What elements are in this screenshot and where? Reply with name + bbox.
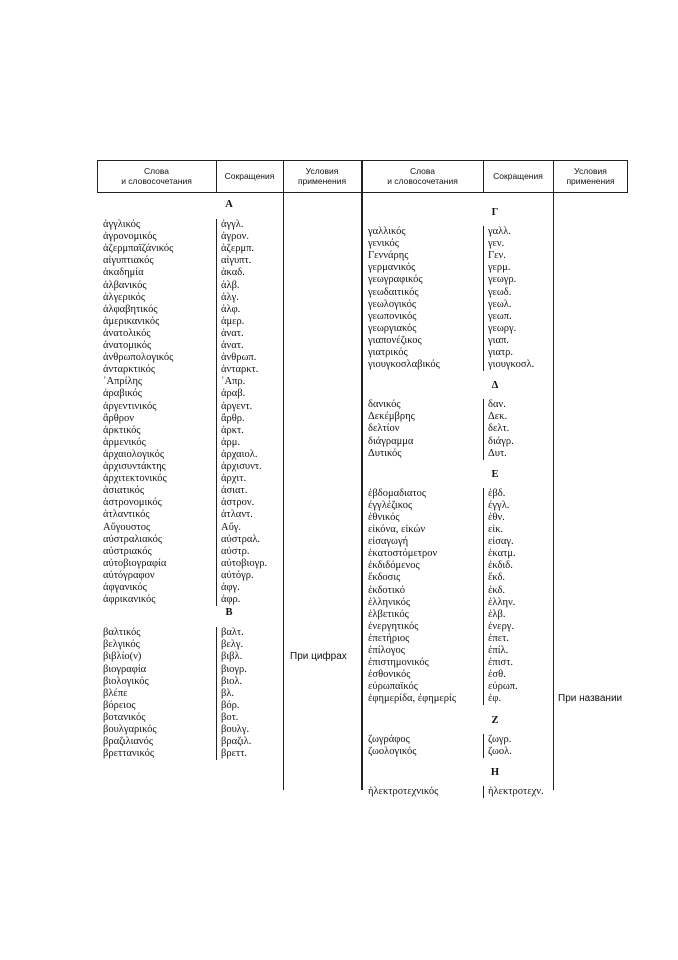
table-row [97,676,361,688]
table-row [97,231,361,243]
table-row [97,558,361,570]
abbr-cell: ἀτλαντ. [221,509,253,521]
table-row [362,399,628,411]
word-cell: γεωλογικός [368,298,417,310]
table-row [97,664,361,676]
table-row [97,267,361,279]
table-row [362,621,628,633]
table-row [97,639,361,651]
abbr-cell: αὐστρ. [221,545,250,557]
header-words-line2: и словосочетания [121,176,192,186]
abbr-cell: ἀρχισυντ. [221,461,262,472]
table-row [362,226,628,238]
word-cell: ἐσθονικός [368,669,411,681]
header-abbr-label: Сокращения [224,171,275,181]
word-cell: ἐφημερίδα, ἐφημερίς [368,693,456,705]
abbr-cell: ἀνατ. [221,327,244,339]
abbr-cell: δαν. [488,399,506,411]
word-cell: ἐκδοτικό [368,584,406,596]
section-letter: Ε [491,468,499,480]
table-row [97,509,361,521]
word-cell: ἀστρονομικός [103,497,162,509]
table-row [362,274,628,286]
table-row [97,712,361,724]
word-cell: εἰσαγωγή [368,536,409,548]
word-cell: δανικός [368,399,401,411]
abbr-cell: ἀσιατ. [221,485,248,497]
section-letter: Β [225,607,233,619]
table-row [97,582,361,594]
table-row [97,594,361,606]
word-cell: γαλλικός [368,226,406,237]
column-rule [483,734,484,758]
word-cell: ἄρθρον [103,412,135,424]
word-cell: ἑκατοστόμετρον [368,548,438,560]
abbr-cell: ἐπιστ. [488,657,514,669]
abbreviations-table [97,160,628,797]
abbr-cell: ἀνατ. [221,340,244,351]
table-row [97,546,361,558]
abbr-cell: ἐγγλ. [488,499,510,511]
abbr-cell: ἀστρον. [221,497,255,509]
abbr-cell: βρεττ. [221,748,248,760]
table-row [97,736,361,748]
word-cell: βιογραφία [103,663,147,675]
condition-cell: При названии [558,693,623,705]
table-row [362,512,628,524]
word-cell: ἀρκτικός [103,424,141,436]
abbr-cell: βιολ. [221,675,243,687]
abbr-cell: ἔκδ. [488,572,506,584]
abbr-cell: ἀλφ. [221,303,241,315]
word-cell: βιολογικός [103,675,149,687]
word-cell: ἀλγερικός [103,291,145,303]
table-row [97,316,361,328]
table-row [97,376,361,388]
word-cell: δελτίον [368,423,400,435]
word-cell: ἔκδοσις [368,572,401,584]
table-row [97,243,361,255]
table-row [97,292,361,304]
table-row [362,448,628,460]
table-row [97,304,361,316]
word-cell: ἀρχιτεκτονικός [103,473,167,485]
header-words-line1: Слова [143,166,170,176]
word-cell: ἀργεντινικός [103,400,157,412]
abbr-cell: γεωδ. [488,286,512,298]
table-row [362,645,628,657]
abbr-cell: ἐθν. [488,511,505,523]
header-words-line2: и словосочетания [387,176,458,186]
word-cell: γιαπονέζικος [368,334,422,346]
word-cell: ᾿Απρίλης [103,376,143,388]
table-row [362,560,628,572]
abbr-cell: αὐτοβιογρ. [221,557,268,569]
abbr-cell: δελτ. [488,423,510,435]
word-cell: αὐστραλιακός [103,533,163,545]
word-cell: ἀρχισυντάκτης [103,461,166,472]
abbr-cell: ἑλλην. [488,596,516,608]
table-row [362,524,628,536]
table-row [362,734,628,746]
word-cell: ἑβδομαδιατος [368,487,426,499]
abbr-cell: ἐκδιδ. [488,560,513,572]
abbr-cell: ἐλβ. [488,608,506,620]
table-row [362,746,628,758]
abbr-cell: ἑκατμ. [488,548,516,560]
table-row [97,437,361,449]
word-cell: ἐπίλογος [368,645,405,656]
abbr-cell: Αὔγ. [221,521,242,533]
word-cell: ἀρχαιολογικός [103,448,165,460]
abbr-cell: ἀνθρωπ. [221,352,257,364]
section-letter: Γ [491,207,499,218]
word-cell: ἐλβετικός [368,608,409,620]
section-letter: Δ [491,380,499,392]
abbr-cell: ἀρχιτ. [221,473,247,485]
abbr-cell: γερμ. [488,262,511,274]
table-row [97,425,361,437]
abbr-cell: ἀραβ. [221,388,246,400]
abbr-cell: ἠλεκτροτεχν. [488,785,544,797]
table-row [97,724,361,736]
table-row [97,497,361,509]
abbr-cell: βελγ. [221,639,244,651]
table-row [362,436,628,448]
table-row [97,700,361,712]
abbr-cell: βιογρ. [221,663,247,675]
word-cell: Γεννάρης [368,250,409,262]
table-row [97,388,361,400]
abbr-cell: ἀνταρκτ. [221,364,259,376]
abbr-cell: ἀγγλ. [221,219,244,230]
header-words [362,160,483,192]
word-cell: ἀλφαβητικός [103,303,158,315]
word-cell: ἀκαδημία [103,267,144,279]
table-row [97,627,361,639]
table-row [97,219,361,231]
column-rule [483,399,484,460]
word-cell: ἐνεργητικός [368,620,419,632]
word-cell: ἀφγανικός [103,582,147,593]
word-cell: γεωπονικός [368,310,417,322]
word-cell: ἐγγλέζικος [368,499,413,511]
abbr-cell: γεν. [488,238,505,250]
abbr-cell: ἐκδ. [488,584,506,596]
table-row [362,347,628,359]
abbr-cell: γαλλ. [488,226,511,237]
word-cell: ἑλληνικός [368,596,411,608]
word-cell: βραζιλιανός [103,736,154,748]
abbr-cell: βραζιλ. [221,736,252,748]
table-row [97,688,361,700]
section-letter: Α [225,199,233,210]
header-conditions [553,160,628,192]
table-row [362,572,628,584]
table-row [97,255,361,267]
word-cell: αὐτοβιογραφία [103,557,167,569]
table-row [97,280,361,292]
word-cell: ἀζερμπαϊζάνικός [103,243,174,255]
table-row [362,299,628,311]
word-cell: βαλτικός [103,627,141,639]
table-row [362,548,628,560]
word-cell: ἀμερικανικός [103,315,160,327]
table-row [97,534,361,546]
header-cond-line2: применения [297,176,347,186]
word-cell: αὐτόγραφον [103,569,155,581]
abbr-cell: ἐνεργ. [488,620,515,632]
table-row [362,681,628,693]
word-cell: Δυτικός [368,447,402,459]
table-row [97,570,361,582]
table-row [362,633,628,645]
table-row [362,786,628,798]
word-cell: ἀραβικός [103,388,142,400]
header-conditions [283,160,361,192]
abbr-cell: ἀφγ. [221,582,240,593]
word-cell: ἐκδιδόμενος [368,560,420,572]
table-row [97,748,361,760]
table-row [362,262,628,274]
word-cell: ἀνταρκτικός [103,364,156,376]
abbr-cell: βουλγ. [221,724,250,735]
word-cell: ἀνατομικός [103,340,152,351]
word-cell: διάγραμμα [368,435,414,447]
abbr-cell: βλ. [221,687,235,699]
section-letter: Ζ [491,714,499,726]
word-cell: γιουγκοσλαβικός [368,359,440,371]
abbr-cell: γεωπ. [488,310,512,322]
word-cell: Δεκέμβρης [368,411,415,423]
abbr-cell: ἄρθρ. [221,412,245,424]
table-row [97,352,361,364]
table-row [97,651,361,663]
abbr-cell: ἀργεντ. [221,400,253,412]
word-cell: ἀλβανικός [103,279,147,291]
abbr-cell: αὐτόγρ. [221,569,254,581]
abbr-cell: ἀλβ. [221,279,240,291]
abbr-cell: γεωγρ. [488,274,517,286]
condition-cell: При цифрах [290,651,347,663]
abbr-cell: διάγρ. [488,435,514,447]
table-row [362,585,628,597]
abbr-cell: ἐπετ. [488,632,509,644]
table-row [97,401,361,413]
abbr-cell: γεωργ. [488,322,517,334]
section-letter: Η [490,766,500,778]
word-cell: ἀγρονομικός [103,231,157,243]
abbr-cell: Δυτ. [488,447,507,459]
word-cell: ἀφρικανικός [103,594,156,606]
abbr-cell: εὐρωπ. [488,681,518,693]
abbr-cell: ἐφ. [488,693,502,705]
table-row [362,250,628,262]
word-cell: ζωολογικός [368,745,417,757]
word-cell: ἠλεκτροτεχνικός [368,785,439,797]
table-row [362,287,628,299]
word-cell: ἀνθρωπολογικός [103,352,174,364]
table-row [362,238,628,250]
header-abbr [216,160,283,192]
abbr-cell: ἀφρ. [221,594,241,606]
abbr-cell: εἰκ. [488,524,504,535]
word-cell: γεωγραφικός [368,274,423,286]
word-cell: ἀγγλικός [103,219,141,230]
word-cell: εὐρωπαϊκός [368,681,418,693]
header-cond-line1: Условия [574,166,607,176]
word-cell: γεωργιακός [368,322,417,334]
table-row [362,536,628,548]
table-row [97,340,361,352]
word-cell: βουλγαρικός [103,724,157,735]
header-words-line1: Слова [409,166,436,176]
word-cell: γερμανικός [368,262,416,274]
abbr-cell: αἰγυπτ. [221,255,252,267]
word-cell: γενικός [368,238,399,250]
table-row [97,485,361,497]
table-row [97,328,361,340]
table-row [97,449,361,461]
table-row [362,411,628,423]
table-row [362,693,628,705]
table-row [362,597,628,609]
abbr-cell: ἀρχαιολ. [221,448,258,460]
header-cond-line1: Условия [305,166,339,176]
abbr-cell: ἀμερ. [221,315,245,327]
word-cell: ἐθνικός [368,511,400,523]
abbr-cell: γιουγκοσλ. [488,359,535,371]
column-rule [483,226,484,371]
table-row [362,657,628,669]
table-row [362,488,628,500]
column-rule [216,627,217,760]
word-cell: βρεττανικός [103,748,154,760]
word-cell: βιβλίο(ν) [103,651,142,663]
table-row [97,473,361,485]
abbr-cell: ᾿Απρ. [221,376,246,388]
word-cell: ἐπιστημονικός [368,657,429,669]
header-cond-line2: применения [566,176,615,186]
abbr-cell: ἐσθ. [488,669,506,681]
abbr-cell: γιατρ. [488,347,514,358]
header-words [97,160,216,192]
word-cell: ἀνατολικός [103,327,151,339]
table-row [362,323,628,335]
abbr-cell: βιβλ. [221,651,243,663]
column-rule [483,786,484,798]
abbr-cell: βαλτ. [221,627,244,639]
abbr-cell: βόρ. [221,699,240,711]
table-row [362,359,628,371]
abbr-cell: βοτ. [221,711,239,723]
abbr-cell: ἀλγ. [221,291,239,303]
abbr-cell: γιαπ. [488,334,509,346]
abbr-cell: ζωολ. [488,745,512,757]
abbr-cell: ἀρκτ. [221,424,244,436]
column-rule [483,488,484,706]
word-cell: βοτανικός [103,711,146,723]
table-row [362,335,628,347]
word-cell: Αὔγουστος [103,521,151,533]
abbr-cell: ἑβδ. [488,487,506,499]
word-cell: αἰγυπτιακός [103,255,154,267]
table-row [97,522,361,534]
table-row [97,461,361,473]
word-cell: ζωγράφος [368,733,410,745]
abbr-cell: εἰσαγ. [488,536,514,548]
abbr-cell: ἀζερμπ. [221,243,255,255]
word-cell: αὐστριακός [103,545,152,557]
word-cell: γιατρικός [368,347,408,358]
word-cell: βελγικός [103,639,140,651]
abbr-cell: γεωλ. [488,298,512,310]
abbr-cell: ζωγρ. [488,733,512,745]
word-cell: γεωδαιτικός [368,286,419,298]
table-row [362,669,628,681]
word-cell: ἀτλαντικός [103,509,150,521]
word-cell: ἀσιατικός [103,485,145,497]
abbr-cell: ἀγρον. [221,231,250,243]
table-row [97,364,361,376]
header-abbr [483,160,553,192]
header-abbr-label: Сокращения [493,171,543,181]
table-row [362,609,628,621]
word-cell: εἰκόνα, εἰκών [368,524,426,535]
abbr-cell: Δεκ. [488,411,508,423]
abbr-cell: αὐστραλ. [221,533,261,545]
table-row [362,311,628,323]
table-row [362,500,628,512]
table-row [362,423,628,435]
word-cell: ἀρμενικός [103,436,146,448]
word-cell: ἐπετήριος [368,632,410,644]
column-rule [216,219,217,606]
abbr-cell: Γεν. [488,250,506,262]
word-cell: βόρειος [103,699,136,711]
word-cell: βλέπε [103,687,128,699]
abbr-cell: ἀρμ. [221,436,240,448]
table-row [97,413,361,425]
abbr-cell: ἐπίλ. [488,645,509,656]
abbr-cell: ἀκαδ. [221,267,245,279]
